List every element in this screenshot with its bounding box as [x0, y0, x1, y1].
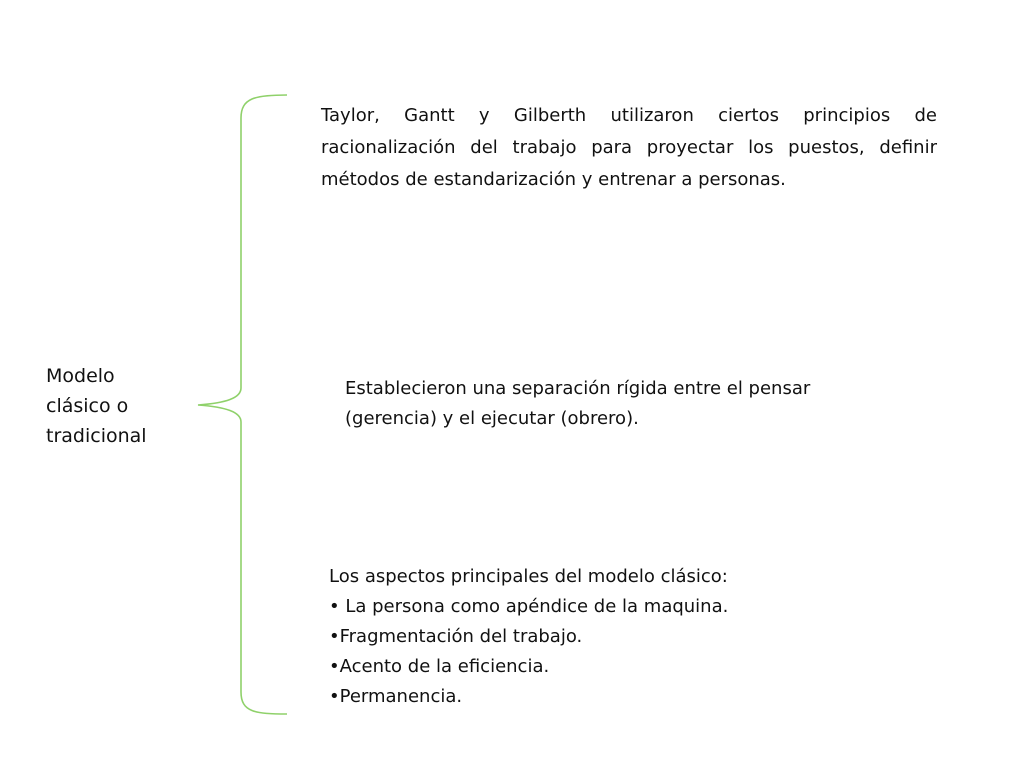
branch-taylor-principles: Taylor, Gantt y Gilberth utilizaron ciertos principios de racionalización del trabajo para proyectar los puestos, definir métodos de estandarización y entrenar a personas. [321, 105, 937, 190]
root-concept-label [46, 361, 196, 451]
branch-separation: Establecieron una separación rígida entre el pensar (gerencia) y el ejecutar (obrero). [345, 378, 811, 429]
aspect-item: •Acento de la eficiencia. [329, 656, 550, 677]
root-line-3: tradicional [46, 425, 147, 447]
root-line-2: clásico o [46, 395, 129, 417]
branch-main-aspects [329, 562, 829, 712]
root-line-1: Modelo [46, 365, 115, 387]
aspect-item: •Permanencia. [329, 686, 463, 707]
aspects-heading: Los aspectos principales del modelo clásico: [329, 566, 728, 587]
brace-path [198, 95, 287, 714]
aspect-item: • La persona como apéndice de la maquina. [329, 596, 729, 617]
aspect-item: •Fragmentación del trabajo. [329, 626, 583, 647]
